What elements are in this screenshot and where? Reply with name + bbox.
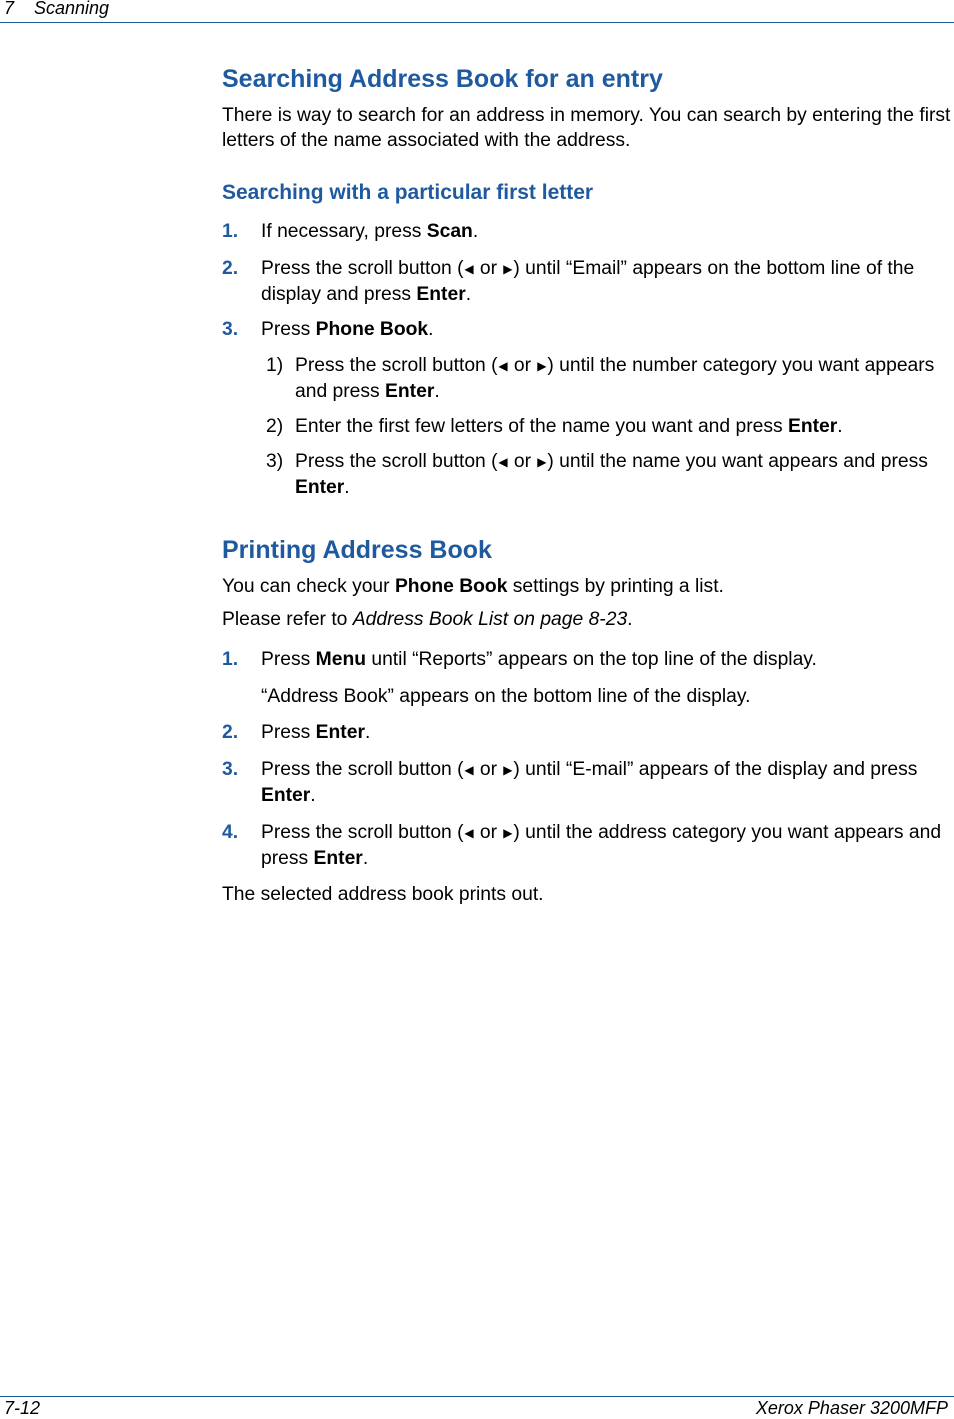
scroll-right-arrow-icon: ▶ [503, 826, 513, 840]
substep-number: 2) [266, 416, 284, 437]
printing-intro: You can check your Phone Book settings by printing a list. [222, 576, 724, 597]
substep-3: 3) Press the scroll button (◀ or ▶) until the name you want appears and press Enter. [266, 451, 928, 498]
step-number: 3. [222, 319, 239, 340]
key-phone-book: Phone Book [315, 319, 429, 340]
step-number: 4. [222, 822, 239, 843]
chapter-number: 7 [4, 0, 15, 18]
print-step-3: 3. Press the scroll button (◀ or ▶) until “E-mail” appears of the display and press Enter. [222, 759, 918, 806]
cross-reference: Please refer to Address Book List on page 8-23. [222, 609, 633, 630]
step-number: 1. [222, 221, 239, 242]
subsection-title-first-letter: Searching with a particular first letter [222, 181, 594, 204]
step-number: 1. [222, 649, 239, 670]
chapter-title: Scanning [34, 0, 110, 18]
page-body [222, 62, 952, 907]
key-enter: Enter [385, 381, 435, 402]
section-title-printing: Printing Address Book [222, 536, 492, 564]
scroll-left-arrow-icon: ◀ [464, 826, 474, 840]
scroll-right-arrow-icon: ▶ [537, 359, 547, 373]
step-3: 3. Press Phone Book. [222, 319, 434, 340]
print-step-1-note: “Address Book” appears on the bottom line of the display. [261, 686, 751, 707]
page-number: 7-12 [4, 1398, 41, 1418]
key-enter: Enter [313, 848, 363, 869]
step-number: 3. [222, 759, 239, 780]
printing-outro: The selected address book prints out. [222, 884, 544, 905]
header-rule [0, 22, 954, 23]
substep-number: 1) [266, 355, 284, 376]
searching-intro: There is way to search for an address in memory. You can search by entering the first letters of the name associated with the address. [222, 105, 951, 151]
step-number: 2. [222, 258, 239, 279]
product-name: Xerox Phaser 3200MFP [755, 1398, 948, 1418]
substep-2: 2) Enter the first few letters of the name you want and press Enter. [266, 416, 843, 437]
substep-1: 1) Press the scroll button (◀ or ▶) until the number category you want appears and press Enter. [266, 355, 935, 402]
substep-number: 3) [266, 451, 284, 472]
scroll-right-arrow-icon: ▶ [503, 262, 513, 276]
scroll-right-arrow-icon: ▶ [503, 763, 513, 777]
key-enter: Enter [261, 785, 311, 806]
print-step-2: 2. Press Enter. [222, 722, 371, 743]
key-scan: Scan [426, 221, 473, 242]
key-enter: Enter [315, 722, 365, 743]
running-header [0, 0, 954, 22]
footer-rule [0, 1396, 954, 1397]
scroll-left-arrow-icon: ◀ [498, 455, 508, 469]
step-2: 2. Press the scroll button (◀ or ▶) until “Email” appears on the bottom line of the display and press Enter. [222, 258, 915, 305]
section-title-searching: Searching Address Book for an entry [222, 65, 663, 93]
scroll-left-arrow-icon: ◀ [464, 763, 474, 777]
scroll-right-arrow-icon: ▶ [537, 455, 547, 469]
key-enter: Enter [295, 477, 345, 498]
step-number: 2. [222, 722, 239, 743]
print-step-4: 4. Press the scroll button (◀ or ▶) until the address category you want appears and press Enter. [222, 822, 942, 869]
step-1: 1. If necessary, press Scan. [222, 221, 479, 242]
phone-book-label: Phone Book [394, 576, 508, 597]
key-enter: Enter [416, 284, 466, 305]
scroll-left-arrow-icon: ◀ [464, 262, 474, 276]
reference-link: Address Book List on page 8-23 [352, 609, 628, 630]
running-footer [0, 1398, 954, 1418]
key-enter: Enter [788, 416, 838, 437]
scroll-left-arrow-icon: ◀ [498, 359, 508, 373]
print-step-1: 1. Press Menu until “Reports” appears on the top line of the display. [222, 649, 817, 670]
key-menu: Menu [315, 649, 366, 670]
